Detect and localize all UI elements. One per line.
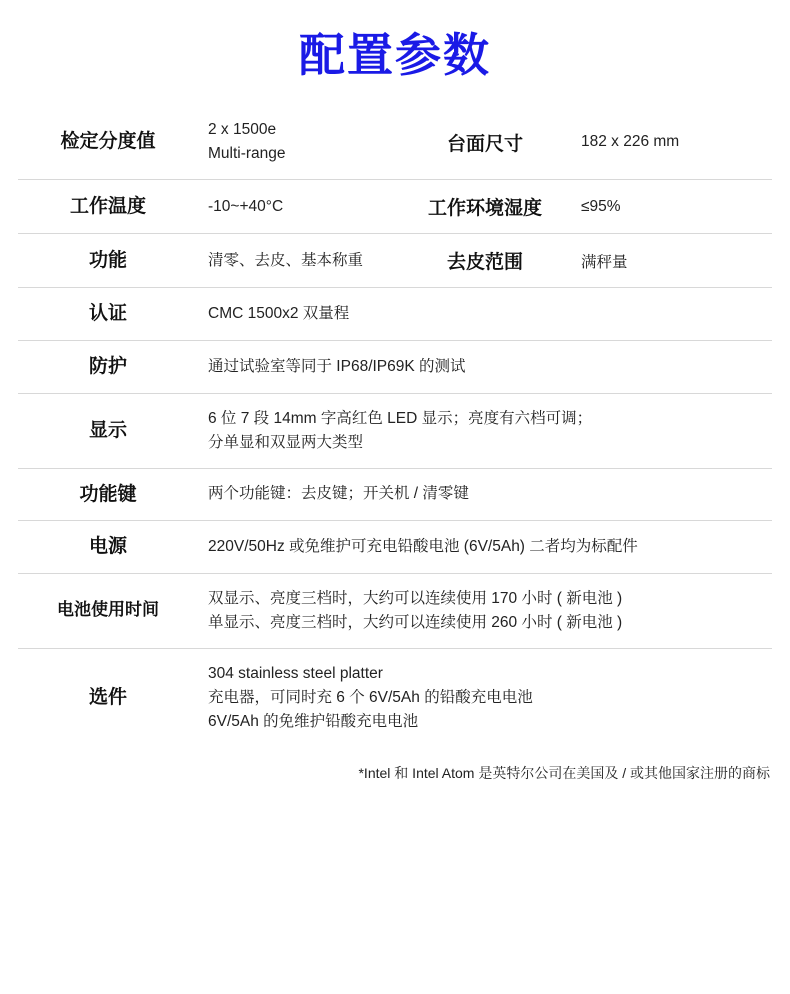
row-value: CMC 1500x2 双量程 (208, 305, 350, 323)
row-label: 显示 (88, 419, 127, 441)
row-label: 防护 (88, 355, 127, 377)
table-row (18, 105, 772, 180)
page-title: 配置参数 (299, 29, 491, 81)
table-row (18, 288, 772, 341)
row-value-line2: 单显示、亮度三档时，大约可以连续使用 260 小时 ( 新电池 ) (208, 613, 623, 631)
row-value: 清零、去皮、基本称重 (208, 251, 364, 269)
row-value-line1: 双显示、亮度三档时，大约可以连续使用 170 小时 ( 新电池 ) (208, 589, 623, 607)
table-row (18, 393, 772, 468)
row-value-line2: 分单显和双显两大类型 (208, 433, 364, 451)
row-value (198, 573, 772, 648)
specification-table (18, 105, 772, 747)
row-value-secondary: 182 x 226 mm (581, 133, 680, 151)
table-row (18, 234, 772, 288)
row-value-line1: 304 stainless steel platter (208, 664, 383, 682)
row-value (198, 105, 397, 180)
row-label: 功能 (88, 249, 127, 271)
table-row (18, 468, 772, 521)
row-value (198, 648, 772, 747)
table-row (18, 340, 772, 393)
row-value-secondary: ≤95% (581, 197, 621, 215)
row-label: 电源 (88, 536, 127, 558)
row-label: 功能键 (79, 483, 137, 505)
footnote: *Intel 和 Intel Atom 是英特尔公司在美国及 / 或其他国家注册的商标 (358, 764, 770, 781)
row-label: 工作温度 (69, 195, 146, 217)
row-label-secondary: 去皮范围 (446, 252, 523, 274)
table-row (18, 648, 772, 747)
table-row (18, 573, 772, 648)
row-label: 认证 (88, 303, 127, 325)
row-value-line1: 6 位 7 段 14mm 字高红色 LED 显示；亮度有六档可调； (208, 409, 593, 427)
row-value (198, 393, 772, 468)
row-value-line2: 充电器，可同时充 6 个 6V/5Ah 的铅酸充电电池 (208, 688, 533, 706)
row-value: 通过试验室等同于 IP68/IP69K 的测试 (208, 357, 466, 375)
row-value-line2: Multi-range (208, 145, 286, 163)
row-value: -10~+40°C (208, 197, 284, 215)
table-row (18, 180, 772, 234)
row-value-secondary: 满秤量 (581, 253, 628, 271)
table-row (18, 521, 772, 574)
row-value-line1: 2 x 1500e (208, 121, 277, 139)
row-value-line3: 6V/5Ah 的免维护铅酸充电电池 (208, 712, 419, 730)
row-label-secondary: 工作环境湿度 (427, 198, 542, 220)
row-value: 220V/50Hz 或免维护可充电铅酸电池 (6V/5Ah) 二者均为标配件 (208, 537, 638, 555)
row-label: 选件 (88, 687, 127, 709)
row-label: 电池使用时间 (57, 600, 159, 620)
row-value: 两个功能键：去皮键；开关机 / 清零键 (208, 485, 469, 503)
row-label: 检定分度值 (60, 131, 156, 153)
row-label-secondary: 台面尺寸 (446, 133, 523, 155)
